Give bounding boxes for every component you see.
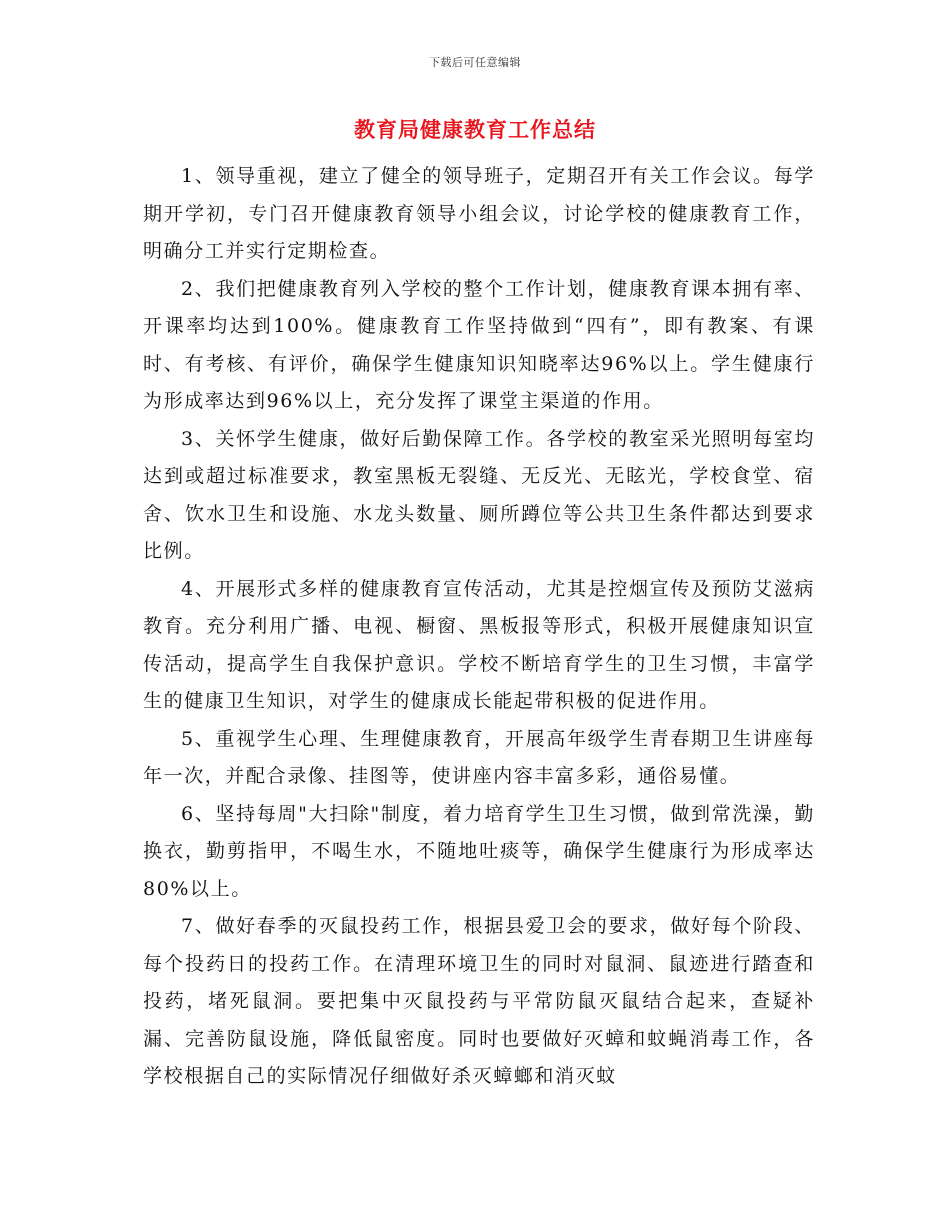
paragraph-6: 6、坚持每周"大扫除"制度，着力培育学生卫生习惯，做到常洗澡，勤换衣，勤剪指甲，不喝生水，不随地吐痰等，确保学生健康行为形成率达80%以上。 [143,802,815,900]
paragraph-7: 7、做好春季的灭鼠投药工作，根据县爱卫会的要求，做好每个阶段、每个投药日的投药工作。在清理环境卫生的同时对鼠洞、鼠迹进行踏查和投药，堵死鼠洞。要把集中灭鼠投药与平常防鼠灭鼠结合起来，查疑补漏、完善防鼠设施，降低鼠密度。同时也要做好灭蟑和蚊蝇消毒工作，各学校根据自己的实际情况仔细做好杀灭蟑螂和消灭蚊 [143,915,815,1087]
paragraph-4: 4、开展形式多样的健康教育宣传活动，尤其是控烟宣传及预防艾滋病教育。充分利用广播、电视、橱窗、黑板报等形式，积极开展健康知识宣传活动，提高学生自我保护意识。学校不断培育学生的卫生习惯，丰富学生的健康卫生知识，对学生的健康成长能起带积极的促进作用。 [143,577,815,712]
header-note: 下载后可任意编辑 [429,56,521,69]
paragraph-3: 3、关怀学生健康，做好后勤保障工作。各学校的教室采光照明每室均达到或超过标准要求，教室黑板无裂缝、无反光、无眩光，学校食堂、宿舍、饮水卫生和设施、水龙头数量、厕所蹲位等公共卫生条件都达到要求比例。 [143,427,815,562]
paragraph-1: 1、领导重视，建立了健全的领导班子，定期召开有关工作会议。每学期开学初，专门召开健康教育领导小组会议，讨论学校的健康教育工作，明确分工并实行定期检查。 [143,165,815,262]
paragraph-2: 2、我们把健康教育列入学校的整个工作计划，健康教育课本拥有率、开课率均达到100%。健康教育工作坚持做到“四有”，即有教案、有课时、有考核、有评价，确保学生健康知识知晓率达96%以上。学生健康行为形成率达到96%以上，充分发挥了课堂主渠道的作用。 [143,277,815,412]
document-body [143,158,815,1096]
paragraph-5: 5、重视学生心理、生理健康教育，开展高年级学生青春期卫生讲座每年一次，并配合录像、挂图等，使讲座内容丰富多彩，通俗易懂。 [143,727,815,787]
page-title: 教育局健康教育工作总结 [354,117,596,142]
